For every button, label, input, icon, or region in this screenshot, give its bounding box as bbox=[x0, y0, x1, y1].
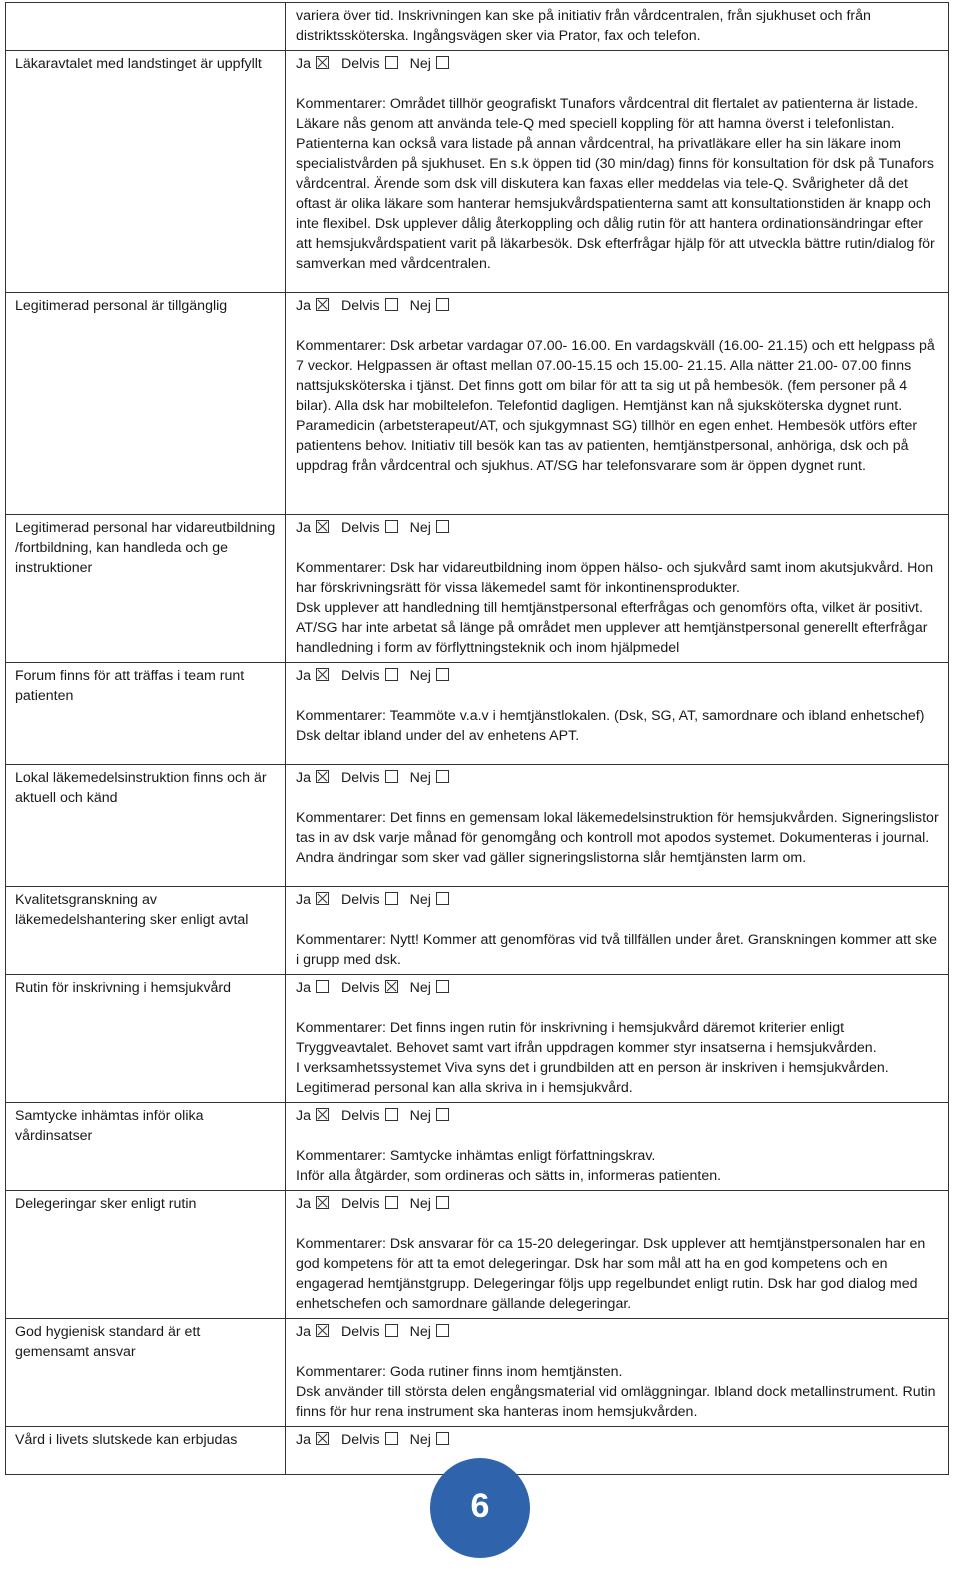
table-row bbox=[6, 663, 949, 765]
criterion-response bbox=[286, 1319, 949, 1427]
option-ja-checkbox[interactable] bbox=[316, 668, 329, 681]
option-nej-label: Nej bbox=[409, 1108, 431, 1124]
option-nej[interactable] bbox=[410, 1322, 449, 1342]
option-delvis-checkbox[interactable] bbox=[385, 668, 398, 681]
option-delvis-label: Delvis bbox=[340, 56, 380, 72]
option-delvis-checkbox[interactable] bbox=[385, 980, 398, 993]
option-delvis[interactable] bbox=[341, 1106, 398, 1126]
answer-options bbox=[296, 54, 940, 74]
option-nej[interactable] bbox=[410, 54, 449, 74]
option-ja[interactable] bbox=[296, 1194, 329, 1214]
criterion-label: Läkaravtalet med landstinget är uppfyllt bbox=[6, 51, 286, 293]
option-ja-label: Ja bbox=[296, 892, 311, 908]
option-ja-checkbox[interactable] bbox=[316, 298, 329, 311]
comment-text: Kommentarer: Goda rutiner finns inom hemtjänsten. bbox=[296, 1364, 623, 1380]
option-nej-label: Nej bbox=[409, 1196, 431, 1212]
option-nej-checkbox[interactable] bbox=[436, 980, 449, 993]
option-nej[interactable] bbox=[410, 296, 449, 316]
option-delvis-checkbox[interactable] bbox=[385, 520, 398, 533]
answer-options bbox=[296, 666, 940, 686]
option-ja-label: Ja bbox=[296, 668, 311, 684]
comment-text: Dsk använder till största delen engångsmaterial vid omläggningar. Ibland dock metallinstrument. Rutin finns för hur rena instrument ska hanteras inom hemsjukvården. bbox=[296, 1384, 936, 1420]
criterion-response bbox=[286, 1103, 949, 1191]
option-delvis-label: Delvis bbox=[340, 1196, 380, 1212]
option-nej-checkbox[interactable] bbox=[436, 1108, 449, 1121]
criterion-response bbox=[286, 515, 949, 663]
option-nej[interactable] bbox=[410, 518, 449, 538]
option-delvis[interactable] bbox=[341, 518, 398, 538]
option-ja-checkbox[interactable] bbox=[316, 980, 329, 993]
option-delvis[interactable] bbox=[341, 1194, 398, 1214]
option-ja-label: Ja bbox=[296, 520, 311, 536]
comment-text: Kommentarer: Dsk ansvarar för ca 15-20 delegeringar. Dsk upplever att hemtjänstpersonalen har en god kompetens för att ta emot delegeringar. Dsk har som mål att ha en god kompetens och en engagerad hemtjänstgrupp. Delegeringar följs upp regelbundet enligt rutin. Dsk har god dialog med enhetschefen och samordnare gällande delegeringar. bbox=[296, 1236, 926, 1312]
comment-text: Dsk deltar ibland under del av enhetens APT. bbox=[296, 728, 580, 744]
table-row bbox=[6, 975, 949, 1103]
option-nej-label: Nej bbox=[409, 1432, 431, 1448]
option-delvis-checkbox[interactable] bbox=[385, 298, 398, 311]
table-row bbox=[6, 293, 949, 515]
option-delvis[interactable] bbox=[341, 978, 398, 998]
criterion-label: Samtycke inhämtas inför olika vårdinsatser bbox=[6, 1103, 286, 1191]
option-delvis-checkbox[interactable] bbox=[385, 1196, 398, 1209]
option-delvis-checkbox[interactable] bbox=[385, 1324, 398, 1337]
option-delvis-label: Delvis bbox=[340, 1324, 380, 1340]
comment-text: Kommentarer: Nytt! Kommer att genomföras vid två tillfällen under året. Granskningen kommer att ske i grupp med dsk. bbox=[296, 932, 938, 968]
table-row bbox=[6, 1191, 949, 1319]
comment-text: Inför alla åtgärder, som ordineras och sätts in, informeras patienten. bbox=[296, 1168, 722, 1184]
option-nej[interactable] bbox=[410, 1430, 449, 1450]
option-nej-checkbox[interactable] bbox=[436, 1324, 449, 1337]
option-nej[interactable] bbox=[410, 1194, 449, 1214]
criterion-label: Rutin för inskrivning i hemsjukvård bbox=[6, 975, 286, 1103]
comment-text: Kommentarer: Samtycke inhämtas enligt författningskrav. bbox=[296, 1148, 656, 1164]
option-ja[interactable] bbox=[296, 1106, 329, 1126]
option-delvis-label: Delvis bbox=[340, 980, 380, 996]
assessment-table bbox=[5, 2, 949, 1475]
criterion-label: Vård i livets slutskede kan erbjudas bbox=[6, 1427, 286, 1475]
option-nej-label: Nej bbox=[409, 892, 431, 908]
criterion-response bbox=[286, 1191, 949, 1319]
answer-options bbox=[296, 1106, 940, 1126]
table-row bbox=[6, 765, 949, 887]
option-delvis-label: Delvis bbox=[340, 770, 380, 786]
option-nej-checkbox[interactable] bbox=[436, 520, 449, 533]
criterion-response bbox=[286, 975, 949, 1103]
criterion-response bbox=[286, 293, 949, 515]
criterion-label: Delegeringar sker enligt rutin bbox=[6, 1191, 286, 1319]
option-ja-checkbox[interactable] bbox=[316, 56, 329, 69]
option-nej-checkbox[interactable] bbox=[436, 1196, 449, 1209]
option-nej-label: Nej bbox=[409, 770, 431, 786]
option-nej[interactable] bbox=[410, 978, 449, 998]
option-delvis-checkbox[interactable] bbox=[385, 56, 398, 69]
option-ja[interactable] bbox=[296, 518, 329, 538]
option-ja-checkbox[interactable] bbox=[316, 1108, 329, 1121]
criterion-label: God hygienisk standard är ett gemensamt ansvar bbox=[6, 1319, 286, 1427]
option-ja-checkbox[interactable] bbox=[316, 1324, 329, 1337]
criterion-label: Legitimerad personal har vidareutbildning /fortbildning, kan handleda och ge instruktioner bbox=[6, 515, 286, 663]
criterion-label: Lokal läkemedelsinstruktion finns och är aktuell och känd bbox=[6, 765, 286, 887]
option-nej[interactable] bbox=[410, 768, 449, 788]
answer-options bbox=[296, 1194, 940, 1214]
option-nej-checkbox[interactable] bbox=[436, 298, 449, 311]
option-ja-checkbox[interactable] bbox=[316, 1196, 329, 1209]
table-row bbox=[6, 515, 949, 663]
option-ja-label: Ja bbox=[296, 1324, 311, 1340]
table-row bbox=[6, 1103, 949, 1191]
option-delvis-checkbox[interactable] bbox=[385, 1108, 398, 1121]
criterion-label: Kvalitetsgranskning av läkemedelshantering sker enligt avtal bbox=[6, 887, 286, 975]
option-ja-label: Ja bbox=[296, 770, 311, 786]
assessment-rows bbox=[6, 3, 949, 1475]
option-delvis[interactable] bbox=[341, 890, 398, 910]
criterion-label: Forum finns för att träffas i team runt patienten bbox=[6, 663, 286, 765]
option-delvis-label: Delvis bbox=[340, 1108, 380, 1124]
option-delvis[interactable] bbox=[341, 54, 398, 74]
option-ja-checkbox[interactable] bbox=[316, 520, 329, 533]
option-nej-checkbox[interactable] bbox=[436, 668, 449, 681]
option-nej-label: Nej bbox=[409, 298, 431, 314]
option-ja-checkbox[interactable] bbox=[316, 892, 329, 905]
answer-options bbox=[296, 1322, 940, 1342]
table-row bbox=[6, 3, 949, 51]
comment-text: Kommentarer: Området tillhör geografiskt Tunafors vårdcentral dit flertalet av patienterna är listade. Läkare nås genom att använda tele-Q med speciell koppling för att hamna överst i telefonlistan. Patienterna kan också vara listade på annan vårdcentral, ha privatläkare eller ha sin läkare inom specialistvården på sjukhuset. En s.k öppen tid (30 min/dag) finns för konsultation för dsk på Tunafors vårdcentral. Ärende som dsk vill diskutera kan faxas eller meddelas via tele-Q. Svårigheter då det oftast är olika läkare som hanterar hemsjukvårdspatienterna samt att konsultationstiden är knapp och inte flexibel. Dsk upplever dålig återkoppling och dålig rutin för att hantera ordinationsändringar efter att hemsjukvårdspatient varit på läkarbesök. Dsk efterfrågar hjälp för att utveckla bättre rutin/dialog för samverkan med vårdcentralen. bbox=[296, 96, 935, 272]
option-ja[interactable] bbox=[296, 1430, 329, 1450]
option-delvis-label: Delvis bbox=[340, 520, 380, 536]
criterion-response bbox=[286, 51, 949, 293]
answer-options bbox=[296, 1430, 940, 1450]
option-nej-label: Nej bbox=[409, 668, 431, 684]
option-ja-label: Ja bbox=[296, 980, 311, 996]
table-row bbox=[6, 1319, 949, 1427]
option-delvis[interactable] bbox=[341, 1322, 398, 1342]
criterion-response bbox=[286, 663, 949, 765]
comment-text: Paramedicin (arbetsterapeut/AT, och sjukgymnast SG) tillhör en egen enhet. Hembesök utförs efter patientens behov. Initiativ till besök kan tas av patienten, hemtjänstpersonal, anhöriga, dsk och på uppdrag från vårdcentral och sjukhus. AT/SG har telefonsvarare som är öppen dygnet runt. bbox=[296, 418, 918, 474]
option-ja[interactable] bbox=[296, 296, 329, 316]
criterion-response bbox=[286, 1427, 949, 1475]
option-ja[interactable] bbox=[296, 666, 329, 686]
option-nej-checkbox[interactable] bbox=[436, 892, 449, 905]
table-row bbox=[6, 51, 949, 293]
option-nej[interactable] bbox=[410, 666, 449, 686]
option-ja-label: Ja bbox=[296, 1432, 311, 1448]
option-nej[interactable] bbox=[410, 1106, 449, 1126]
option-nej-checkbox[interactable] bbox=[436, 770, 449, 783]
page-number: 6 bbox=[470, 1487, 490, 1525]
option-nej-label: Nej bbox=[409, 1324, 431, 1340]
option-nej-label: Nej bbox=[409, 56, 431, 72]
answer-options bbox=[296, 978, 940, 998]
option-delvis-label: Delvis bbox=[340, 298, 380, 314]
option-delvis-label: Delvis bbox=[340, 668, 380, 684]
page-number-badge bbox=[430, 1458, 530, 1558]
criterion-response bbox=[286, 3, 949, 51]
option-ja-label: Ja bbox=[296, 56, 311, 72]
option-nej-checkbox[interactable] bbox=[436, 1432, 449, 1445]
option-delvis-checkbox[interactable] bbox=[385, 892, 398, 905]
option-ja[interactable] bbox=[296, 1322, 329, 1342]
option-delvis[interactable] bbox=[341, 666, 398, 686]
answer-options bbox=[296, 518, 940, 538]
answer-options bbox=[296, 768, 940, 788]
comment-text: Kommentarer: Det finns en gemensam lokal läkemedelsinstruktion för hemsjukvården. Signeringslistor tas in av dsk varje månad för genomgång och kontroll mot apodos systemet. Dokumenteras i journal. Andra ändringar som sker vad gäller signeringslistorna slår hemtjänsten larm om. bbox=[296, 810, 939, 866]
option-nej[interactable] bbox=[410, 890, 449, 910]
option-ja[interactable] bbox=[296, 978, 329, 998]
comment-text: variera över tid. Inskrivningen kan ske på initiativ från vårdcentralen, från sjukhuset och från distriktssköterska. Ingångsvägen sker via Prator, fax och telefon. bbox=[296, 8, 871, 44]
comment-text: Kommentarer: Det finns ingen rutin för inskrivning i hemsjukvård däremot kriterier enligt Tryggveavtalet. Behovet samt vart ifrån uppdragen kommer styr insatserna i hemsjukvården. bbox=[296, 1020, 877, 1056]
option-ja[interactable] bbox=[296, 890, 329, 910]
criterion-label bbox=[6, 3, 286, 51]
option-ja-label: Ja bbox=[296, 298, 311, 314]
answer-options bbox=[296, 890, 940, 910]
option-nej-checkbox[interactable] bbox=[436, 56, 449, 69]
criterion-label: Legitimerad personal är tillgänglig bbox=[6, 293, 286, 515]
option-delvis-label: Delvis bbox=[340, 1432, 380, 1448]
option-ja-checkbox[interactable] bbox=[316, 1432, 329, 1445]
option-ja-label: Ja bbox=[296, 1196, 311, 1212]
option-delvis[interactable] bbox=[341, 296, 398, 316]
criterion-response bbox=[286, 765, 949, 887]
table-row bbox=[6, 887, 949, 975]
option-delvis[interactable] bbox=[341, 1430, 398, 1450]
option-ja[interactable] bbox=[296, 768, 329, 788]
option-delvis-checkbox[interactable] bbox=[385, 1432, 398, 1445]
option-ja[interactable] bbox=[296, 54, 329, 74]
option-ja-checkbox[interactable] bbox=[316, 770, 329, 783]
comment-text: I verksamhetssystemet Viva syns det i grundbilden att en person är inskriven i hemsjukvården. Legitimerad personal kan alla skriva in i hemsjukvård. bbox=[296, 1060, 889, 1096]
option-delvis-checkbox[interactable] bbox=[385, 770, 398, 783]
option-ja-label: Ja bbox=[296, 1108, 311, 1124]
comment-text: Kommentarer: Dsk har vidareutbildning inom öppen hälso- och sjukvård samt inom akutsjukvård. Hon har förskrivningsrätt för vissa läkemedel samt för inkontinensprodukter. bbox=[296, 560, 934, 596]
option-nej-label: Nej bbox=[409, 980, 431, 996]
criterion-response bbox=[286, 887, 949, 975]
comment-text: Kommentarer: Dsk arbetar vardagar 07.00- 16.00. En vardagskväll (16.00- 21.15) och ett helgpass på 7 veckor. Helgpassen är oftast mellan 07.00-15.15 och 15.00- 21.15. Alla nätter 21.00- 07.00 finns nattsjuksköterska i tjänst. Det finns gott om bilar för att ta sig ut på hembesök. (fem personer på 4 bilar). Alla dsk har mobiltelefon. Telefontid dagligen. Hemtjänst kan nå sjuksköterska dygnet runt. bbox=[296, 338, 935, 414]
comment-text: Dsk upplever att handledning till hemtjänstpersonal efterfrågas och genomförs ofta, vilket är positivt. AT/SG har inte arbetat så länge på området men upplever att hemtjänstpersonal generellt efterfrågar handledning i form av förflyttningsteknik och inom hjälpmedel bbox=[296, 600, 928, 656]
option-delvis-label: Delvis bbox=[340, 892, 380, 908]
option-delvis[interactable] bbox=[341, 768, 398, 788]
option-nej-label: Nej bbox=[409, 520, 431, 536]
comment-text: Kommentarer: Teammöte v.a.v i hemtjänstlokalen. (Dsk, SG, AT, samordnare och ibland enhetschef) bbox=[296, 708, 925, 724]
answer-options bbox=[296, 296, 940, 316]
